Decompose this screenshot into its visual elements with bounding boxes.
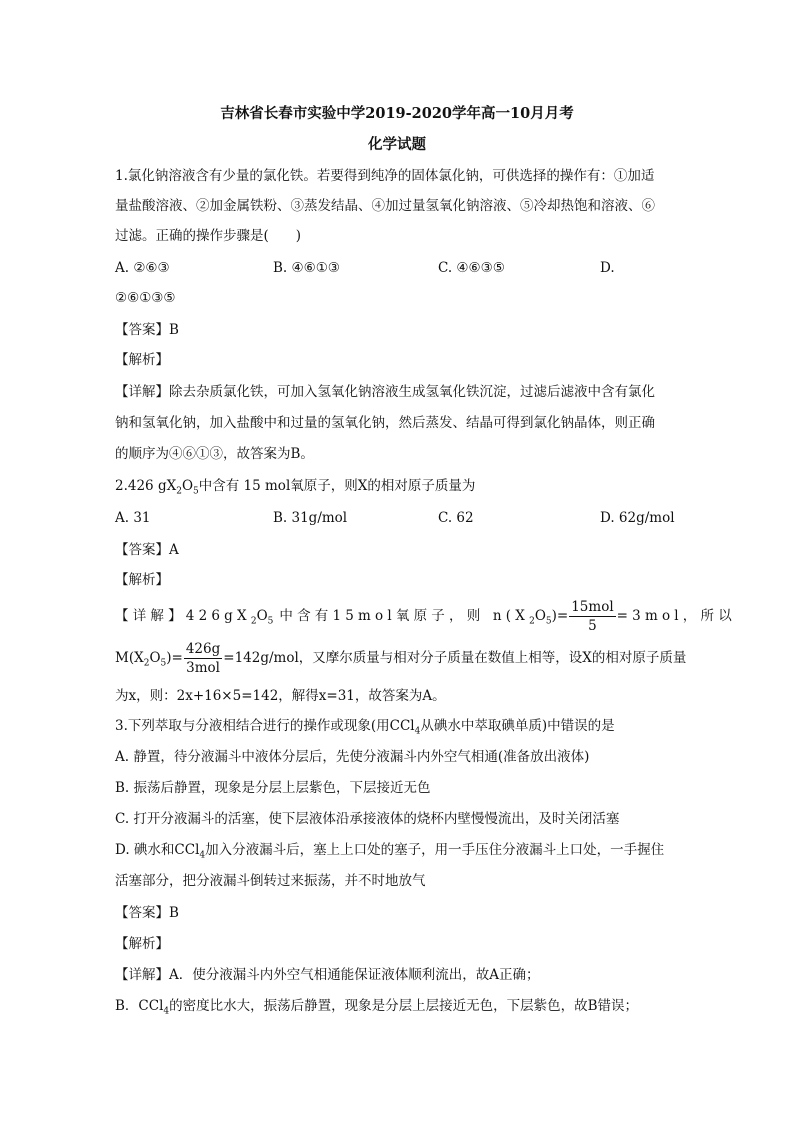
q1-stem-line-3: 过滤。正确的操作步骤是( ) <box>115 228 302 244</box>
q3-stem-text: 3.下列萃取与分液相结合进行的操作或现象(用CCl <box>115 718 415 734</box>
q2-detail-text: M(X <box>115 650 144 666</box>
q3-option-d-text: 加入分液漏斗后，塞上上口处的塞子，用一手压住分液漏斗上口处，一手握住 <box>205 842 665 858</box>
q1-stem-line-1: 1.氯化钠溶液含有少量的氯化铁。若要得到纯净的固体氯化钠，可供选择的操作有：①加适 <box>115 168 655 184</box>
q1-option-c: C. ④⑥③⑤ <box>438 260 505 276</box>
q2-stem-text: O <box>181 478 194 494</box>
q1-option-d-label: D. <box>600 260 615 276</box>
q3-stem-subscript: 4 <box>414 726 421 737</box>
q3-option-b: B. 振荡后静置，现象是分层上层紫色，下层接近无色 <box>115 780 431 796</box>
q2-option-b: B. 31g/mol <box>273 510 348 526</box>
q2-detail-line-2 <box>115 638 686 684</box>
q2-detail-text: O <box>534 608 546 624</box>
q2-detail-subscript: 2 <box>529 616 535 627</box>
q3-detail-subscript: 4 <box>163 1006 170 1017</box>
q2-detail-subscript: 5 <box>545 616 552 627</box>
fraction-15mol-over-5 <box>569 598 615 635</box>
q3-detail-text: B．CCl <box>115 998 164 1014</box>
q3-option-d-line-2: 活塞部分，把分液漏斗倒转过来振荡，并不时地放气 <box>115 873 426 889</box>
q2-detail-line-1 <box>115 596 736 642</box>
q2-detail-text: O <box>149 650 161 666</box>
q2-stem-text: 2.426 gX <box>115 478 177 494</box>
q1-detail-line-2: 钠和氢氧化钠，加入盐酸中和过量的氢氧化钠，然后蒸发、结晶可得到氯化钠晶体，则正确 <box>115 415 655 431</box>
q2-detail-text: O <box>256 608 268 624</box>
q2-detail-text: =142g/mol，又摩尔质量与相对分子质量在数值上相等，设X的相对原子质量 <box>223 650 687 666</box>
q3-stem <box>115 716 615 742</box>
q3-answer: 【答案】B <box>115 905 179 921</box>
q1-option-a: A. ②⑥③ <box>115 260 170 276</box>
q2-option-c: C. 62 <box>438 510 474 526</box>
q3-option-d <box>115 840 664 866</box>
q3-detail-line-2 <box>115 996 638 1022</box>
q2-detail-text: 【详解】426gX <box>115 608 251 624</box>
q1-stem-line-2: 量盐酸溶液、②加金属铁粉、③蒸发结晶、④加过量氢氧化钠溶液、⑤冷却热饱和溶液、⑥ <box>115 198 655 214</box>
q3-stem-text: 从碘水中萃取碘单质)中错误的是 <box>420 718 615 734</box>
q1-option-d-text: ②⑥①③⑤ <box>115 290 176 306</box>
q3-option-c: C. 打开分液漏斗的活塞，使下层液体沿承接液体的烧杯内壁慢慢流出，及时关闭活塞 <box>115 811 620 827</box>
q2-detail-text: 中含有15mol氧原子，则 n(X <box>279 608 530 624</box>
q2-detail-line-3: 为x，则：2x+16×5=142，解得x=31，故答案为A。 <box>115 688 446 704</box>
q2-detail-text: =3mol，所以 <box>616 608 736 624</box>
document-title: 吉林省长春市实验中学2019-2020学年高一10月月考 <box>220 105 574 122</box>
q2-analysis-heading: 【解析】 <box>115 572 169 588</box>
q2-detail-text: )= <box>166 650 183 666</box>
q2-detail-subscript: 2 <box>250 616 257 627</box>
q1-analysis-heading: 【解析】 <box>115 352 169 368</box>
q2-stem <box>115 476 475 502</box>
q1-option-b: B. ④⑥①③ <box>273 260 340 276</box>
q3-analysis-heading: 【解析】 <box>115 936 169 952</box>
q1-detail-line-1: 【详解】除去杂质氯化铁，可加入氢氧化钠溶液生成氢氧化铁沉淀，过滤后滤液中含有氯化 <box>115 384 655 400</box>
q2-detail-subscript: 5 <box>267 616 274 627</box>
fraction-denominator: 3mol <box>186 660 220 676</box>
q1-detail-line-3: 的顺序为④⑥①③，故答案为B。 <box>115 446 314 462</box>
q3-detail-text: 的密度比水大，振荡后静置，现象是分层上层接近无色，下层紫色，故B错误； <box>169 998 639 1014</box>
q2-stem-subscript: 2 <box>176 486 182 497</box>
q2-option-d: D. 62g/mol <box>600 510 675 526</box>
q2-stem-subscript: 5 <box>193 486 199 497</box>
fraction-426g-over-3mol <box>184 640 222 677</box>
q3-option-d-subscript: 4 <box>199 850 206 861</box>
fraction-numerator: 15mol <box>571 599 614 615</box>
q2-detail-subscript: 5 <box>160 658 167 669</box>
q2-detail-text: )= <box>551 608 569 624</box>
q2-stem-text: 中含有 15 mol氧原子，则X的相对原子质量为 <box>198 478 476 494</box>
q2-detail-subscript: 2 <box>143 658 150 669</box>
q3-detail-line-1: 【详解】A．使分液漏斗内外空气相通能保证液体顺利流出，故A正确； <box>115 967 540 983</box>
fraction-numerator: 426g <box>185 641 221 657</box>
fraction-denominator: 5 <box>588 618 597 634</box>
q2-answer: 【答案】A <box>115 542 179 558</box>
q3-option-a: A. 静置，待分液漏斗中液体分层后，先使分液漏斗内外空气相通(准备放出液体) <box>115 749 590 765</box>
q3-option-d-text: D. 碘水和CCl <box>115 842 200 858</box>
q2-option-a: A. 31 <box>115 510 151 526</box>
document-subtitle: 化学试题 <box>368 136 426 153</box>
q1-answer: 【答案】B <box>115 322 179 338</box>
